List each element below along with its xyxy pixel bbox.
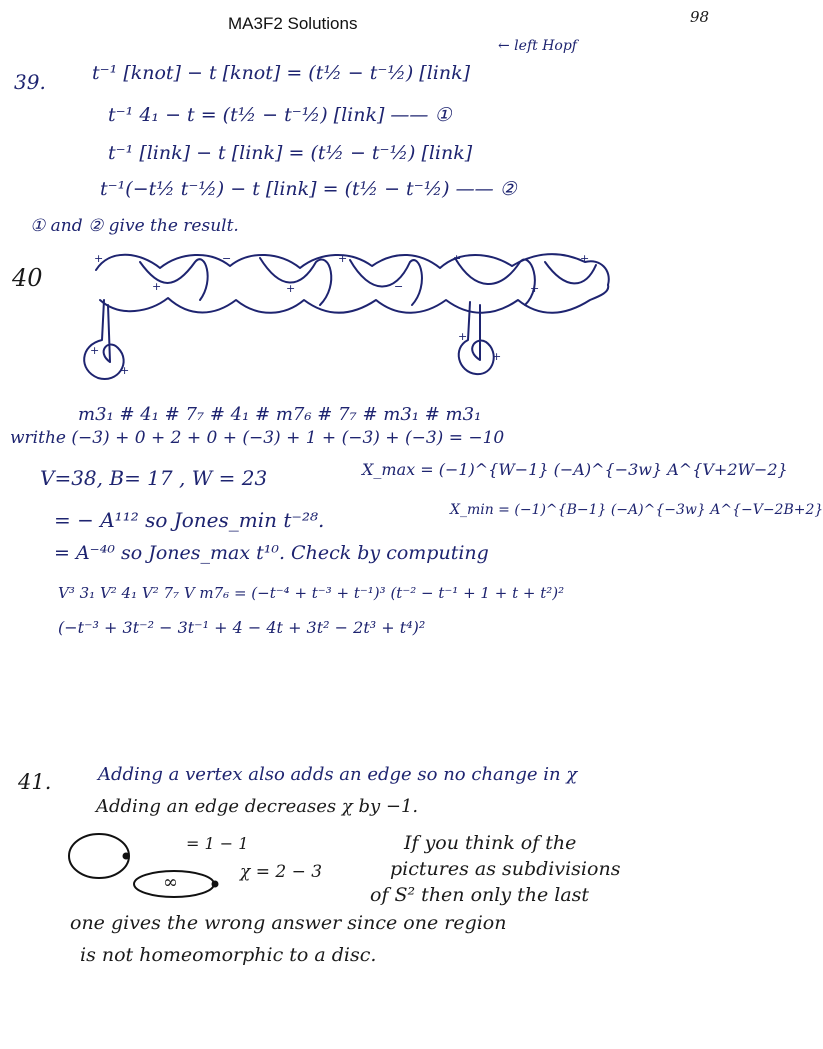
crossing-sign: − [394, 280, 404, 293]
infinity-symbol: ∞ [163, 872, 178, 893]
problem-39-conclusion: ① and ② give the result. [30, 216, 239, 236]
problem-41-para-line: If you think of the [404, 832, 577, 854]
problem-39-number: 39. [14, 70, 46, 94]
problem-40-xmax: X_max = (−1)^{W−1} (−A)^{−3w} A^{V+2W−2} [362, 460, 788, 479]
crossing-sign: − [222, 252, 232, 265]
problem-41-para-line: of S² then only the last [370, 884, 590, 906]
infinity-vertex [212, 881, 219, 888]
problem-39-eq1: t⁻¹ [knot] − t [knot] = (t½ − t⁻½) [link] [92, 62, 471, 84]
crossing-sign: + [338, 252, 348, 265]
problem-40-xmin: X_min = (−1)^{B−1} (−A)^{−3w} A^{−V−2B+2} [450, 502, 823, 518]
problem-41-line1: Adding a vertex also adds an edge so no change in χ [98, 764, 578, 785]
problem-40-number: 40 [12, 264, 43, 292]
crossing-sign: + [580, 252, 590, 265]
problem-39-eq2: t⁻¹ 4₁ − t = (t½ − t⁻½) [link] —— ① [108, 104, 452, 126]
crossing-sign: + [286, 282, 296, 295]
problem-40-knot-sum: m3₁ # 4₁ # 7₇ # 4₁ # m7₆ # 7₇ # m3₁ # m3₁ [78, 404, 482, 425]
page-number: 98 [690, 8, 710, 26]
page-title: MA3F2 Solutions [228, 14, 358, 33]
problem-40-product: V³ 3₁ V² 4₁ V² 7₇ V m7₆ = (−t⁻⁴ + t⁻³ + t⁻¹)³ (t⁻² − t⁻¹ + 1 + t + t²)² [58, 584, 565, 602]
crossing-sign: + [530, 282, 540, 295]
crossing-sign: + [452, 252, 462, 265]
problem-41-para-line: is not homeomorphic to a disc. [80, 944, 377, 966]
problem-40-a112: = − A¹¹² so Jones_min t⁻²⁸. [54, 508, 325, 532]
circle-vertex [123, 853, 130, 860]
problem-39-eq3: t⁻¹ [link] − t [link] = (t½ − t⁻½) [link] [108, 142, 473, 164]
problem-40-a40: = A⁻⁴⁰ so Jones_max t¹⁰. Check by computing [54, 542, 489, 564]
problem-41-number: 41. [18, 770, 52, 794]
crossing-sign: + [94, 252, 104, 265]
problem-39-annotation: ← left Hopf [498, 38, 577, 54]
crossing-sign: + [120, 364, 130, 377]
problem-41-line2: Adding an edge decreases χ by −1. [96, 796, 419, 817]
crossing-sign: + [90, 344, 100, 357]
infinity-euler-label: χ = 2 − 3 [240, 862, 323, 882]
circle-euler-label: = 1 − 1 [186, 834, 249, 853]
problem-41-para-line: one gives the wrong answer since one region [70, 912, 507, 934]
crossing-sign: + [152, 280, 162, 293]
problem-39-eq4: t⁻¹(−t½ t⁻½) − t [link] = (t½ − t⁻½) —— ② [100, 178, 517, 200]
circle-graph [69, 834, 129, 878]
problem-40-vbw: V=38, B= 17 , W = 23 [40, 466, 268, 490]
problem-40-writhe: writhe (−3) + 0 + 2 + 0 + (−3) + 1 + (−3) + (−3) = −10 [10, 428, 505, 448]
problem-40-polynomial: (−t⁻³ + 3t⁻² − 3t⁻¹ + 4 − 4t + 3t² − 2t³ + t⁴)² [58, 618, 426, 637]
crossing-sign: + [492, 350, 502, 363]
crossing-sign: + [458, 330, 468, 343]
problem-41-para-line: pictures as subdivisions [390, 858, 621, 880]
